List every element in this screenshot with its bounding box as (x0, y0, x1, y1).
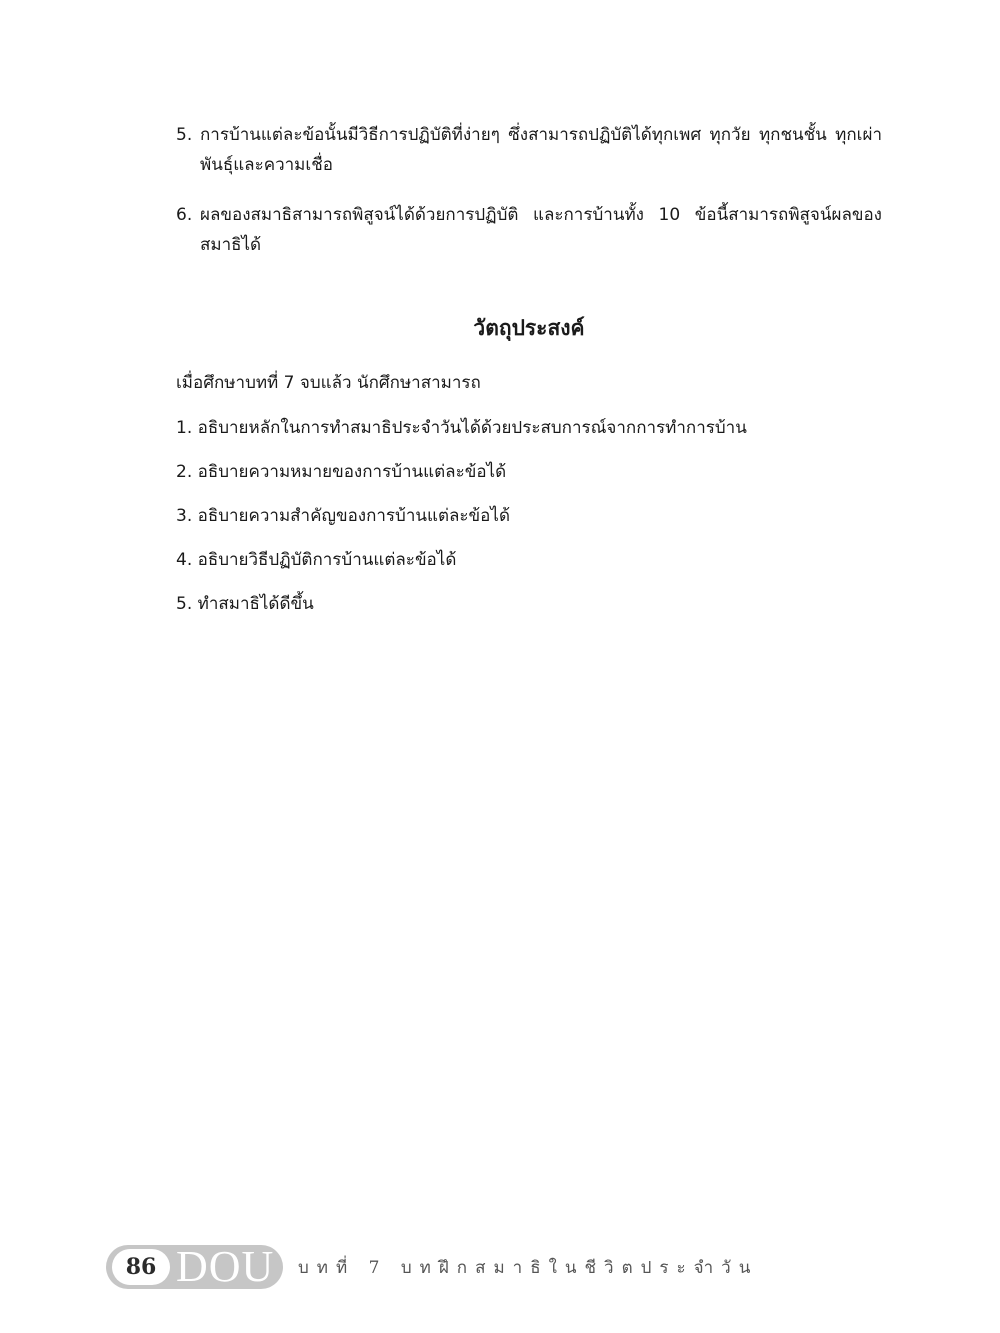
item-text: ผลของสมาธิสามารถพิสูจน์ได้ด้วยการปฏิบัติ และการบ้านทั้ง 10 ข้อนี้สามารถพิสูจน์ผลของสมาธิได้ (200, 205, 882, 255)
objective-item: 1. อธิบายหลักในการทำสมาธิประจำวันได้ด้วยประสบการณ์จากการทำการบ้าน (176, 418, 747, 438)
objective-item: 4. อธิบายวิธีปฏิบัติการบ้านแต่ละข้อได้ (176, 550, 457, 570)
objective-item: 2. อธิบายความหมายของการบ้านแต่ละข้อได้ (176, 462, 507, 482)
list-item (176, 200, 882, 260)
objective-item: 5. ทำสมาธิได้ดีขึ้น (176, 594, 314, 614)
list-item (176, 120, 882, 180)
item-text: การบ้านแต่ละข้อนั้นมีวิธีการปฏิบัติที่ง่ายๆ ซึ่งสามารถปฏิบัติได้ทุกเพศ ทุกวัย ทุกชนชั้น ทุกเผ่าพันธุ์และความเชื่อ (200, 125, 882, 175)
objective-item: 3. อธิบายความสำคัญของการบ้านแต่ละข้อได้ (176, 506, 510, 526)
page-number: 86 (112, 1249, 170, 1285)
section-intro: เมื่อศึกษาบทที่ 7 จบแล้ว นักศึกษาสามารถ (176, 373, 481, 393)
item-number: 6. (176, 205, 193, 225)
item-number: 5. (176, 125, 193, 145)
chapter-title: บทที่ 7 บทฝึกสมาธิในชีวิตประจำวัน (298, 1258, 759, 1278)
brand-logo: DOU (176, 1242, 275, 1291)
section-heading: วัตถุประสงค์ (473, 316, 585, 340)
